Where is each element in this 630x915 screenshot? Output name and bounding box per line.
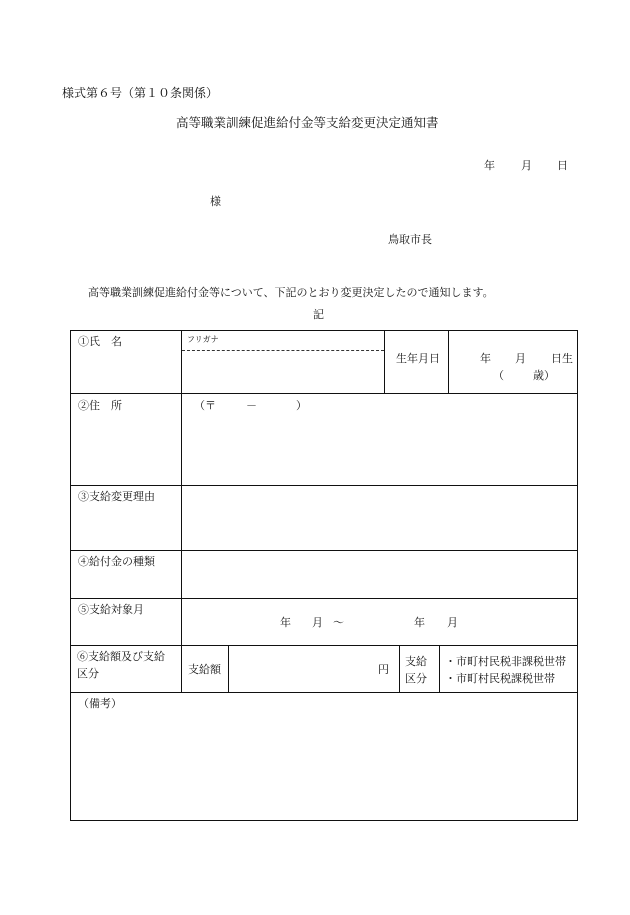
amount-label-cont: 区分 <box>77 667 99 680</box>
postal-open: （〒 <box>194 399 216 412</box>
column-divider <box>448 330 449 393</box>
category-label-cont: 区分 <box>405 672 427 685</box>
document-title: 高等職業訓練促進給付金等支給変更決定通知書 <box>176 115 439 130</box>
address-field[interactable] <box>182 415 577 484</box>
remarks-field[interactable] <box>72 712 576 819</box>
benefit-type-field[interactable] <box>182 551 577 597</box>
furigana-label: フリガナ <box>187 335 219 344</box>
row-divider <box>70 598 578 599</box>
period-tilde: ～ <box>333 616 344 629</box>
column-divider <box>439 645 440 692</box>
period-start-year: 年 <box>280 616 291 629</box>
furigana-divider <box>182 350 384 351</box>
birthdate-label: 生年月日 <box>396 352 440 365</box>
category-label: 支給 <box>405 655 427 668</box>
category-option-non-taxable[interactable]: ・市町村民税非課税世帯 <box>445 655 566 668</box>
period-end-year: 年 <box>414 616 425 629</box>
amount-sub-label: 支給額 <box>188 663 221 676</box>
name-label: ①氏 名 <box>78 335 122 348</box>
postal-close: ） <box>296 399 307 412</box>
age-close: 歳） <box>533 369 555 382</box>
body-text: 高等職業訓練促進給付金等について、下記のとおり変更決定したので通知します。 <box>88 286 494 299</box>
period-start-month: 月 <box>312 616 323 629</box>
target-month-label: ⑤支給対象月 <box>78 603 144 616</box>
category-option-taxable[interactable]: ・市町村民税課税世帯 <box>445 672 555 685</box>
date-day: 日 <box>557 159 568 172</box>
form-number: 様式第６号（第１０条関係） <box>62 86 219 100</box>
birth-day: 日生 <box>551 352 573 365</box>
period-end-month: 月 <box>447 616 458 629</box>
postal-dash: － <box>246 399 257 412</box>
benefit-type-label: ④給付金の種類 <box>78 555 155 568</box>
reason-label: ③支給変更理由 <box>78 490 155 503</box>
address-label: ②住 所 <box>78 399 122 412</box>
row-divider <box>70 393 578 394</box>
recipient-suffix: 様 <box>210 195 221 208</box>
birth-year: 年 <box>480 352 491 365</box>
ki-label: 記 <box>313 308 324 321</box>
date-month: 月 <box>521 159 532 172</box>
column-divider <box>384 330 385 393</box>
remarks-label: （備考） <box>78 697 122 710</box>
amount-label: ⑥支給額及び支給 <box>77 650 165 663</box>
age-open: （ <box>493 369 504 382</box>
date-year: 年 <box>484 159 495 172</box>
reason-field[interactable] <box>182 486 577 549</box>
row-divider <box>70 692 578 693</box>
yen-label: 円 <box>378 663 389 676</box>
column-divider <box>399 645 400 692</box>
birth-month: 月 <box>515 352 526 365</box>
issuer: 鳥取市長 <box>388 233 432 246</box>
amount-field[interactable] <box>229 646 379 691</box>
name-field[interactable] <box>181 352 384 392</box>
